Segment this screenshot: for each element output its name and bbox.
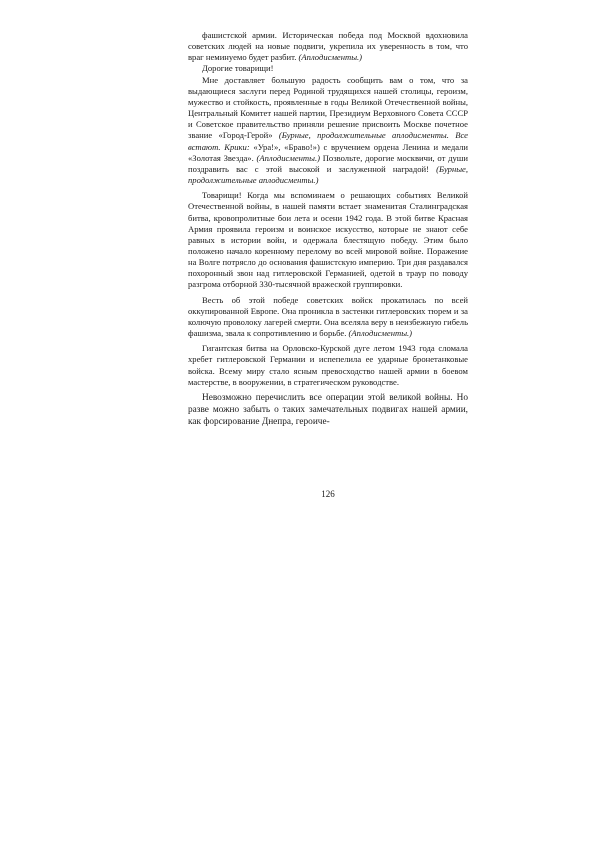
page-number: 126 — [321, 489, 335, 499]
text-segment: «Ура!», «Браво!») — [249, 141, 320, 152]
paragraph — [188, 295, 468, 340]
paragraph — [188, 392, 468, 428]
stage-direction: (Аплодисменты.) — [298, 52, 363, 63]
text-segment: Невозможно перечислить все операции этой великой войны. Но разве можно забыть о таких замечательных подвигах нашей армии, как форсирование Днепра, героиче- — [188, 392, 468, 427]
stage-direction: (Бурные, продолжительные аплодисменты.) — [188, 163, 468, 186]
text-segment: фашистской армии. Историческая победа под Москвой вдохновила советских людей на новые подвиги, укрепила их уверенность в том, что враг неминуемо будет разбит. — [188, 30, 468, 63]
stage-direction: (Аплодисменты.) — [348, 328, 413, 339]
paragraph — [188, 30, 468, 63]
text-segment: Весть об этой победе советских войск прокатилась по всей оккупированной Европе. Она проникла в застенки гитлеровских тюрем и за колючую проволоку лагерей смерти. Она вселяла веру в неизбежную гибель фашизма, звала к сопротивлению и борьбе. — [188, 294, 468, 339]
paragraph — [188, 63, 468, 74]
text-segment: Дорогие товарищи! — [202, 63, 274, 74]
paragraph — [188, 75, 468, 187]
text-segment: Мне доставляет большую радость сообщить вам о том, что за выдающиеся заслуги перед Родиной трудящихся нашей столицы, героизм, мужество и стойкость, проявленные в годы Великой Отечественной войны, Центральный Комитет нашей партии, Президиум Верховного Совета СССР и Советское правительство приняли решение присвоить Москве почетное звание «Город-Герой» — [188, 74, 468, 141]
text-segment: Товарищи! Когда мы вспоминаем о решающих событиях Великой Отечественной войны, в нашей памяти встает знаменитая Сталинградская битва, кровопролитные бои лета и осени 1942 года. В этой битве Красная Армия проявила героизм и воинское искусство, которые не знают себе равных в истории войн, и одержала блестящую победу. Этим было положено начало коренному перелому во всей мировой войне. Поражение на Волге потрясло до основания фашистскую империю. Три дня раздавался похоронный звон над гитлеровской Германией, одетой в траур по поводу разгрома отборной 330-тысячной вражеской группировки. — [188, 190, 468, 290]
document-body — [188, 30, 468, 428]
paragraph — [188, 190, 468, 290]
stage-direction: (Бурные, продолжительные аплодисменты. Все встают. Крики: — [188, 130, 468, 152]
text-segment: Позвольте, дорогие москвичи, от души поздравить вас с этой высокой и заслуженной наградой! — [188, 152, 468, 174]
text-segment: Гигантская битва на Орловско-Курской дуге летом 1943 года сломала хребет гитлеровской Германии и испепелила ее ударные бронетанковые войска. Всему миру стало ясным превосходство нашей армии в боевом мастерстве, в вооружении, в стратегическом руководстве. — [188, 343, 468, 387]
text-segment: с вручением ордена Ленина и медали «Золотая Звезда». — [188, 141, 469, 163]
stage-direction: (Аплодисменты.) — [256, 152, 320, 163]
paragraph — [188, 343, 468, 388]
